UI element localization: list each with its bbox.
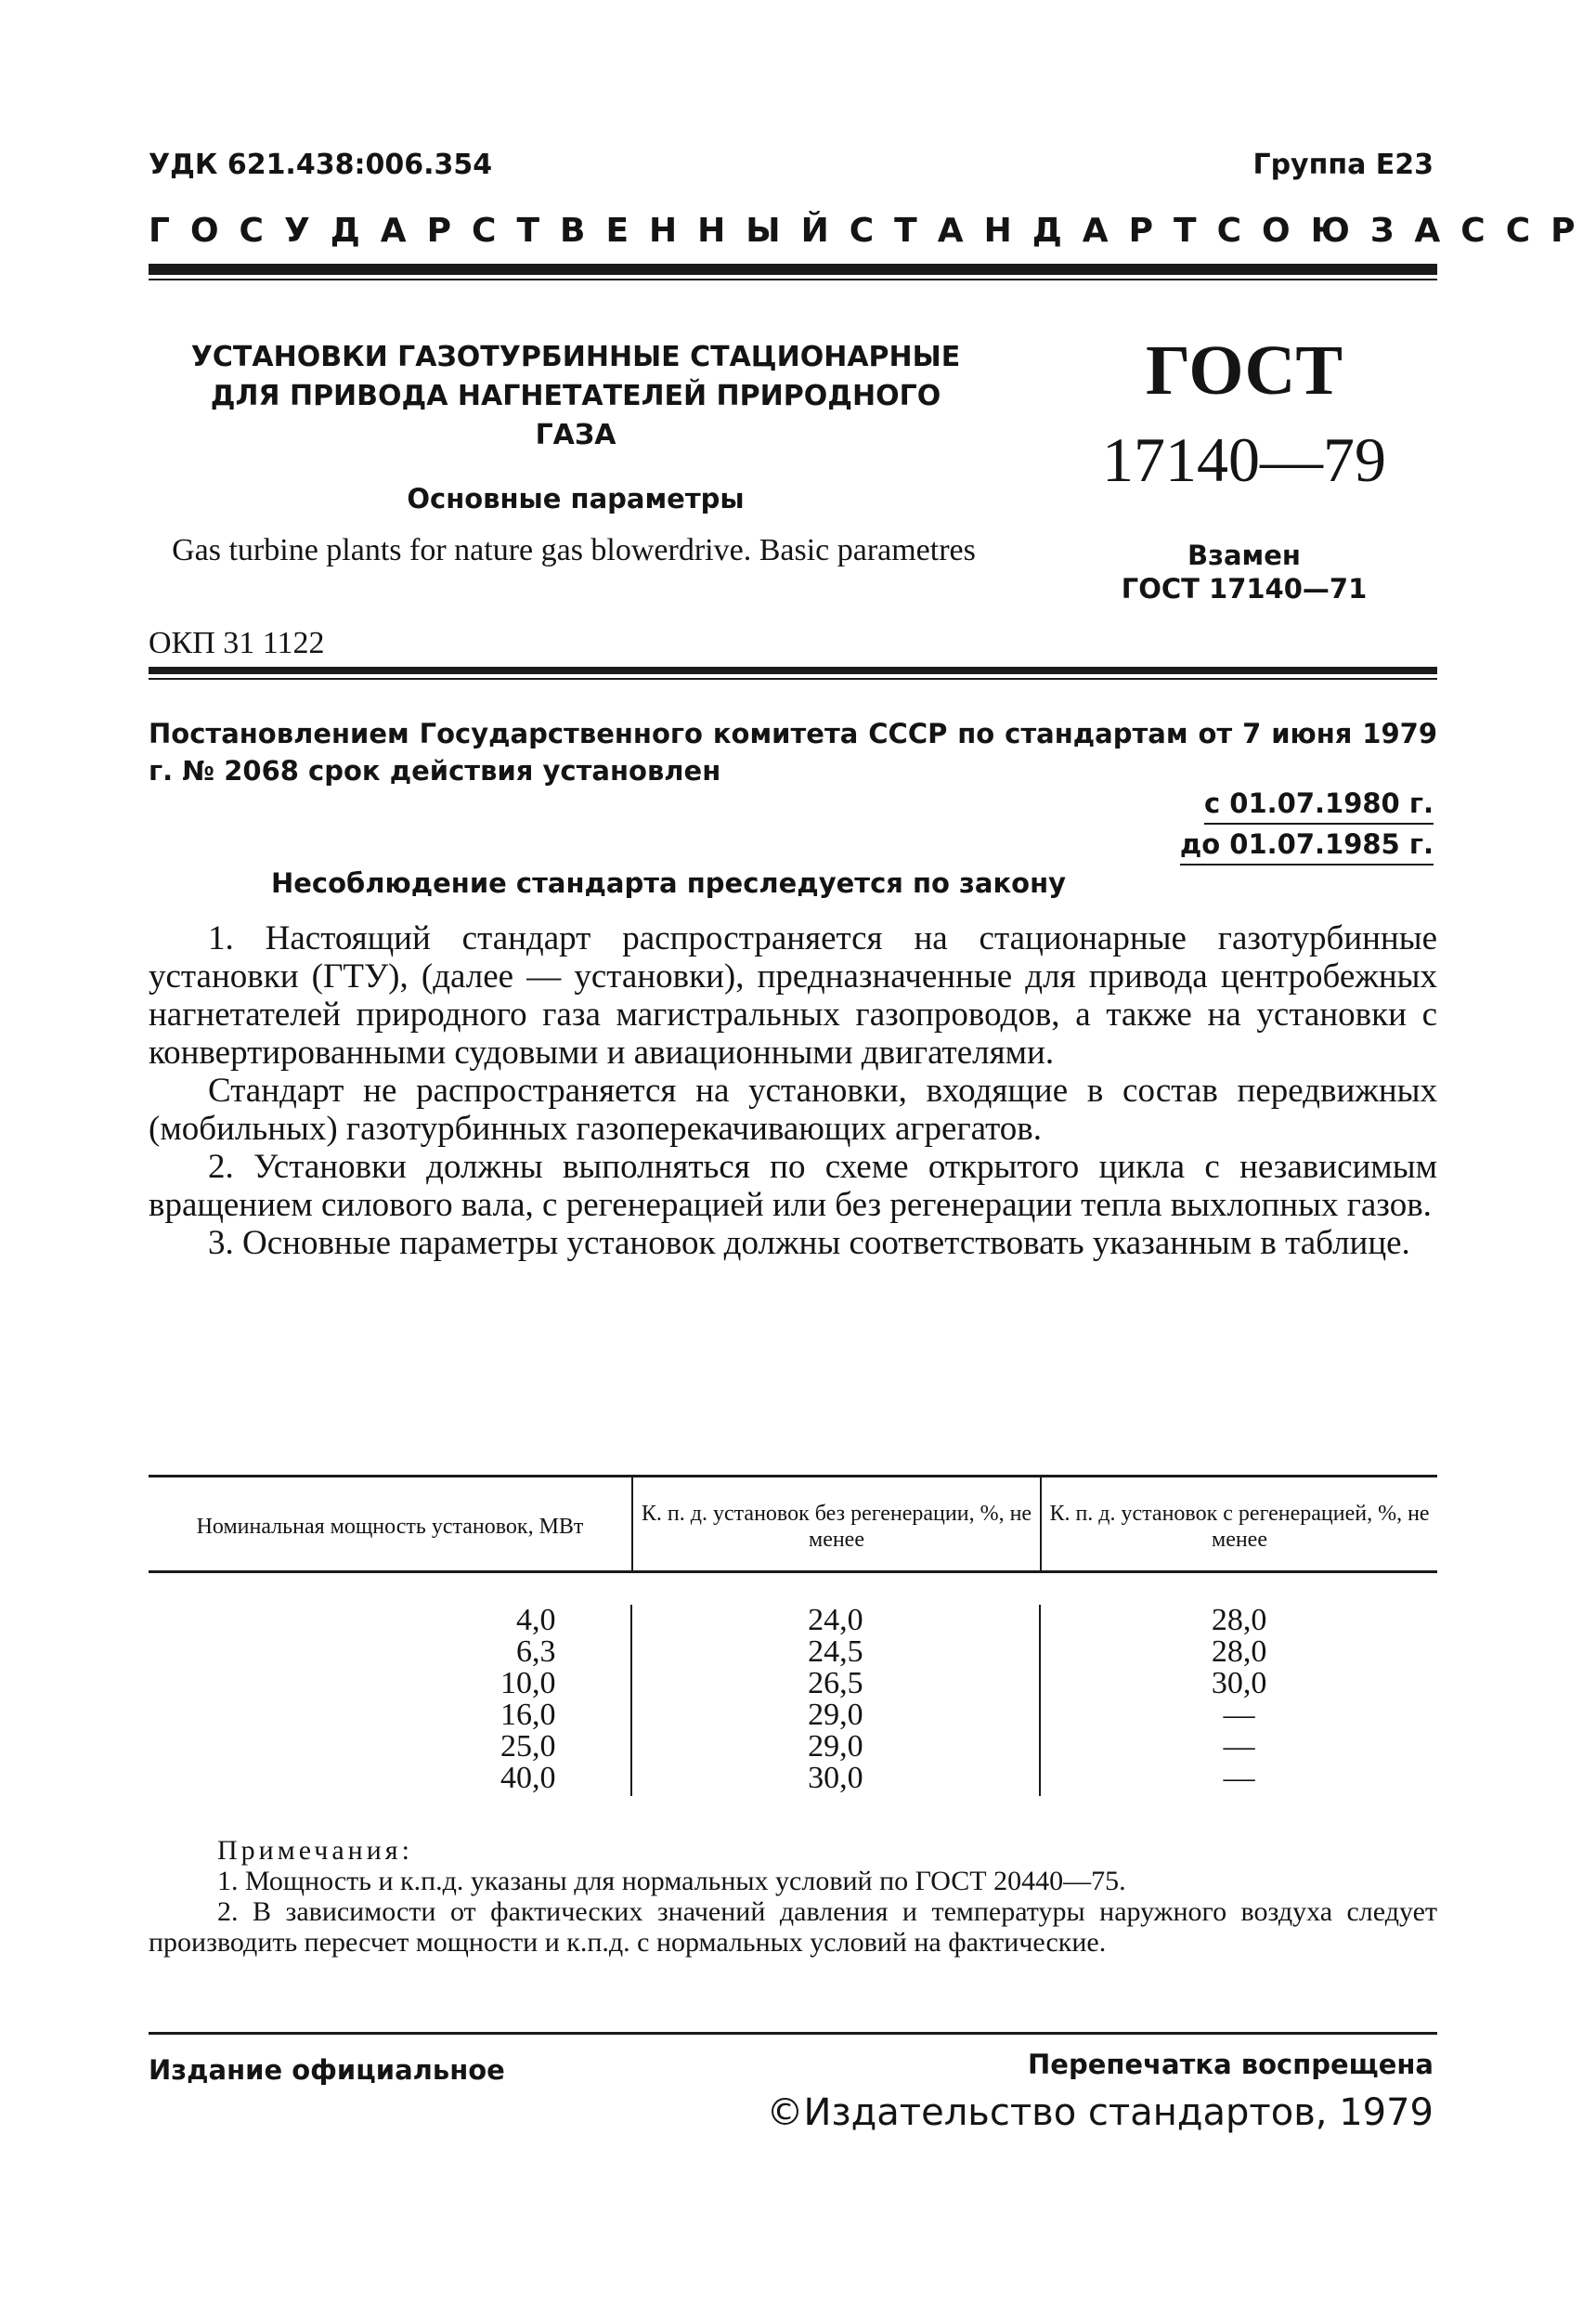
column-header: К. п. д. установок с регенерацией, %, не менее (1040, 1477, 1437, 1570)
table-cell: — (1223, 1761, 1255, 1795)
table-cell: 24,5 (808, 1634, 863, 1669)
replaces-label: Взамен (1187, 540, 1301, 571)
date-to: до 01.07.1985 г. (1180, 825, 1434, 866)
law-notice: Несоблюдение стандарта преследуется по закону (270, 867, 1067, 899)
paragraph: 1. Настоящий стандарт распространяется на стационарные газотурбинные установки (ГТУ), (далее — установки), предназначенные для привода центробежных нагнетателей природного газа магистральных газопроводов, а также на установки с конвертированными судовыми и авиационными двигателями. (149, 919, 1437, 1072)
title-line: УСТАНОВКИ ГАЗОТУРБИННЫЕ СТАЦИОНАРНЫЕ (190, 341, 961, 373)
table-cell: 30,0 (1211, 1666, 1267, 1700)
banner-word: ГОСУДАРСТВЕННЫЙ (149, 212, 850, 250)
replaces-block (1077, 539, 1411, 605)
notes-header: Примечания: (217, 1835, 413, 1866)
title-rule-thin (149, 678, 1437, 680)
table-cell: 40,0 (500, 1761, 556, 1795)
banner-word: СТАНДАРТ (849, 212, 1217, 250)
notes-section (149, 1835, 1437, 1958)
publisher-copyright: ©Издательство стандартов, 1979 (766, 2091, 1434, 2134)
table-cell: 28,0 (1211, 1603, 1267, 1637)
paragraph: 3. Основные параметры установок должны соответствовать указанным в таблице. (208, 1224, 1410, 1262)
table-header (149, 1477, 1437, 1570)
table-cell: 29,0 (808, 1729, 863, 1764)
note-item: 2. В зависимости от фактических значений давления и температуры наружного воздуха следует производить пересчет мощности и к.п.д. с нормальных условий на фактические. (149, 1896, 1437, 1958)
decree-text: Постановлением Государственного комитета СССР по стандартам от 7 июня 1979 г. № 2068 срок действия установлен (149, 718, 1437, 787)
title-line: ГАЗА (535, 419, 616, 451)
header-rule-thin (149, 279, 1437, 280)
banner-word: СОЮЗА (1216, 212, 1461, 250)
table-cell: 6,3 (516, 1634, 556, 1669)
english-title: Gas turbine plants for nature gas blowerdrive. Basic parametres (172, 533, 976, 567)
table-cell: 24,0 (808, 1603, 863, 1637)
header-rule (149, 264, 1437, 275)
validity-dates (1180, 784, 1434, 866)
table-cell: 26,5 (808, 1666, 863, 1700)
parameters-table (149, 1475, 1437, 1796)
date-from: с 01.07.1980 г. (1204, 784, 1434, 825)
replaces-value: ГОСТ 17140—71 (1121, 573, 1368, 605)
power-column (149, 1605, 630, 1796)
table-cell: 28,0 (1211, 1634, 1267, 1669)
gost-label: ГОСТ (1145, 332, 1343, 410)
okp-code: ОКП 31 1122 (149, 626, 325, 660)
column-header: Номинальная мощность установок, МВт (196, 1515, 584, 1539)
paragraph: 2. Установки должны выполняться по схеме открытого цикла с независимым вращением силового вала, с регенерацией или без регенерации тепла выхлопных газов. (149, 1148, 1437, 1224)
table-cell: — (1223, 1698, 1255, 1732)
body-text (149, 919, 1437, 1262)
note-item: 1. Мощность и к.п.д. указаны для нормальных условий по ГОСТ 20440—75. (217, 1866, 1126, 1896)
table-body (149, 1573, 1437, 1796)
reprint-notice: Перепечатка воспрещена (1028, 2049, 1434, 2080)
document-subtitle: Основные параметры (407, 483, 745, 514)
banner-word: ССР (1460, 212, 1596, 250)
document-title (167, 338, 984, 455)
udk-code: УДК 621.438:006.354 (149, 149, 493, 181)
efficiency-no-regen-column (630, 1605, 1040, 1796)
title-rule (149, 667, 1437, 674)
table-cell: 16,0 (500, 1698, 556, 1732)
footer-rule (149, 2032, 1437, 2035)
table-cell: — (1223, 1729, 1255, 1764)
table-cell: 29,0 (808, 1698, 863, 1732)
efficiency-regen-column (1039, 1605, 1437, 1796)
title-line: ДЛЯ ПРИВОДА НАГНЕТАТЕЛЕЙ ПРИРОДНОГО (210, 380, 941, 412)
paragraph: Стандарт не распространяется на установки, входящие в состав передвижных (мобильных) газотурбинных газоперекачивающих агрегатов. (149, 1072, 1437, 1148)
table-cell: 25,0 (500, 1729, 556, 1764)
gost-number: 17140—79 (1102, 424, 1386, 495)
column-header: К. п. д. установок без регенерации, %, не менее (631, 1477, 1040, 1570)
table-cell: 30,0 (808, 1761, 863, 1795)
official-edition: Издание официальное (149, 2054, 505, 2086)
table-cell: 4,0 (516, 1603, 556, 1637)
group-code: Группа Е23 (1252, 149, 1434, 181)
table-cell: 10,0 (500, 1666, 556, 1700)
state-standard-banner (149, 212, 1596, 250)
